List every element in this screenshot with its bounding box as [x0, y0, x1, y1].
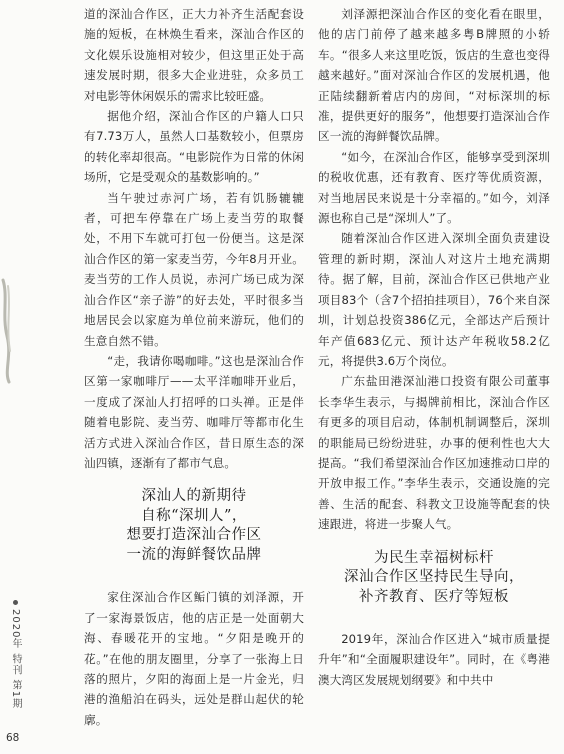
left-column	[84, 4, 304, 730]
right-column	[318, 4, 550, 690]
headline-line: 想要打造深汕合作区	[126, 527, 262, 544]
paragraph: 家住深汕合作区鲘门镇的刘泽源，开了一家海景饭店，他的店正是一处面朝大海、春暖花开的宝地。“夕阳是晚开的花。”在他的朋友圈里，分享了一张海上日落的照片，夕阳的海面上是一片金光，归港的渔船泊在码头，远处是群山起伏的轮廓。	[84, 590, 304, 727]
headline-line: 补齐教育、医疗等短板	[359, 588, 509, 605]
headline-line: 一流的海鲜餐饮品牌	[126, 546, 262, 563]
brush-stroke-decoration	[0, 276, 14, 386]
page-number: 68	[6, 732, 20, 744]
issue-sidebar	[0, 600, 20, 720]
headline-line: 深汕合作区坚持民生导向，	[344, 569, 524, 586]
left-bottom-text	[84, 587, 304, 730]
right-top-text	[318, 4, 550, 535]
headline-line: 自称“深圳人”，	[141, 507, 247, 524]
paragraph: 2019年，深汕合作区进入“城市质量提升年”和“全面履职建设年”。同时，在《粤港澳大湾区发展规划纲要》和中共中	[318, 632, 550, 687]
section-headline	[84, 487, 304, 565]
paragraph: “如今，在深汕合作区，能够享受到深圳的税收优惠，还有教育、医疗等优质资源，对当地居民来说是十分幸福的。”如今，刘泽源也称自己是“深圳人”了。	[318, 149, 550, 226]
paragraph: 据他介绍，深汕合作区的户籍人口只有7.73万人，虽然人口基数较小，但票房的转化率却很高。“电影院作为日常的休闲场所，它是受观众的基数影响的。”	[84, 109, 304, 185]
paragraph: 道的深汕合作区，正大力补齐生活配套设施的短板，在林焕生看来，深汕合作区的文化娱乐设施相对较少，但这里正处于高速发展时期，很多大企业进驻，众多员工对电影等休闲娱乐的需求比较旺盛。	[84, 7, 304, 103]
paragraph: 刘泽源把深汕合作区的变化看在眼里，他的店门前停了越来越多粤B牌照的小轿车。“很多人来这里吃饭，饭店的生意也变得越来越好。”面对深汕合作区的发展机遇，他正陆续翻新着店内的房间，“对标深圳的标准，提供更好的服务”，他想要打造深汕合作区一流的海鲜餐饮品牌。	[318, 7, 550, 144]
paragraph: “走，我请你喝咖啡。”这也是深汕合作区第一家咖啡厅——太平洋咖啡开业后，一度成了深汕人打招呼的口头禅。正是伴随着电影院、麦当劳、咖啡厅等都市化生活方式进入深汕合作区，昔日原生态的深汕四镇，逐渐有了都市气息。	[84, 353, 304, 470]
right-bottom-text	[318, 629, 550, 690]
issue-label: 2020年 特刊 第1期	[10, 609, 21, 710]
paragraph: 广东盐田港深汕港口投资有限公司董事长李华生表示，与揭牌前相比，深汕合作区有更多的项目启动，体制机制调整后，深圳的职能局已纷纷进驻，办事的便利性也大大提高。“我们希望深汕合作区加速推动口岸的开放申报工作。”李华生表示，交通设施的完善、生活的配套、科教文卫设施等配套的快速跟进，将进一步聚人气。	[318, 374, 550, 532]
paragraph: 随着深汕合作区进入深圳全面负责建设管理的新时期，深汕人对这片土地充满期待。据了解，目前，深汕合作区已供地产业项目83个（含7个招拍挂项目），76个来自深圳，计划总投资386亿元，全部达产后预计年产值683亿元、预计达产年税收58.2亿元，将提供3.6万个岗位。	[318, 231, 550, 368]
headline-line: 深汕人的新期待	[141, 488, 247, 505]
bullet-dot-icon	[13, 600, 18, 605]
paragraph: 当午驶过赤河广场，若有饥肠辘辘者，可把车停靠在广场上麦当劳的取餐处，不用下车就可打包一份便当。这是深汕合作区的第一家麦当劳，今年8月开业。麦当劳的工作人员说，赤河广场已成为深汕合作区“亲子游”的好去处，平时很多当地居民会以家庭为单位前来游玩，他们的生意自然不错。	[84, 190, 304, 348]
headline-line: 为民生幸福树标杆	[374, 549, 494, 566]
left-top-text	[84, 4, 304, 473]
section-headline	[318, 549, 550, 608]
